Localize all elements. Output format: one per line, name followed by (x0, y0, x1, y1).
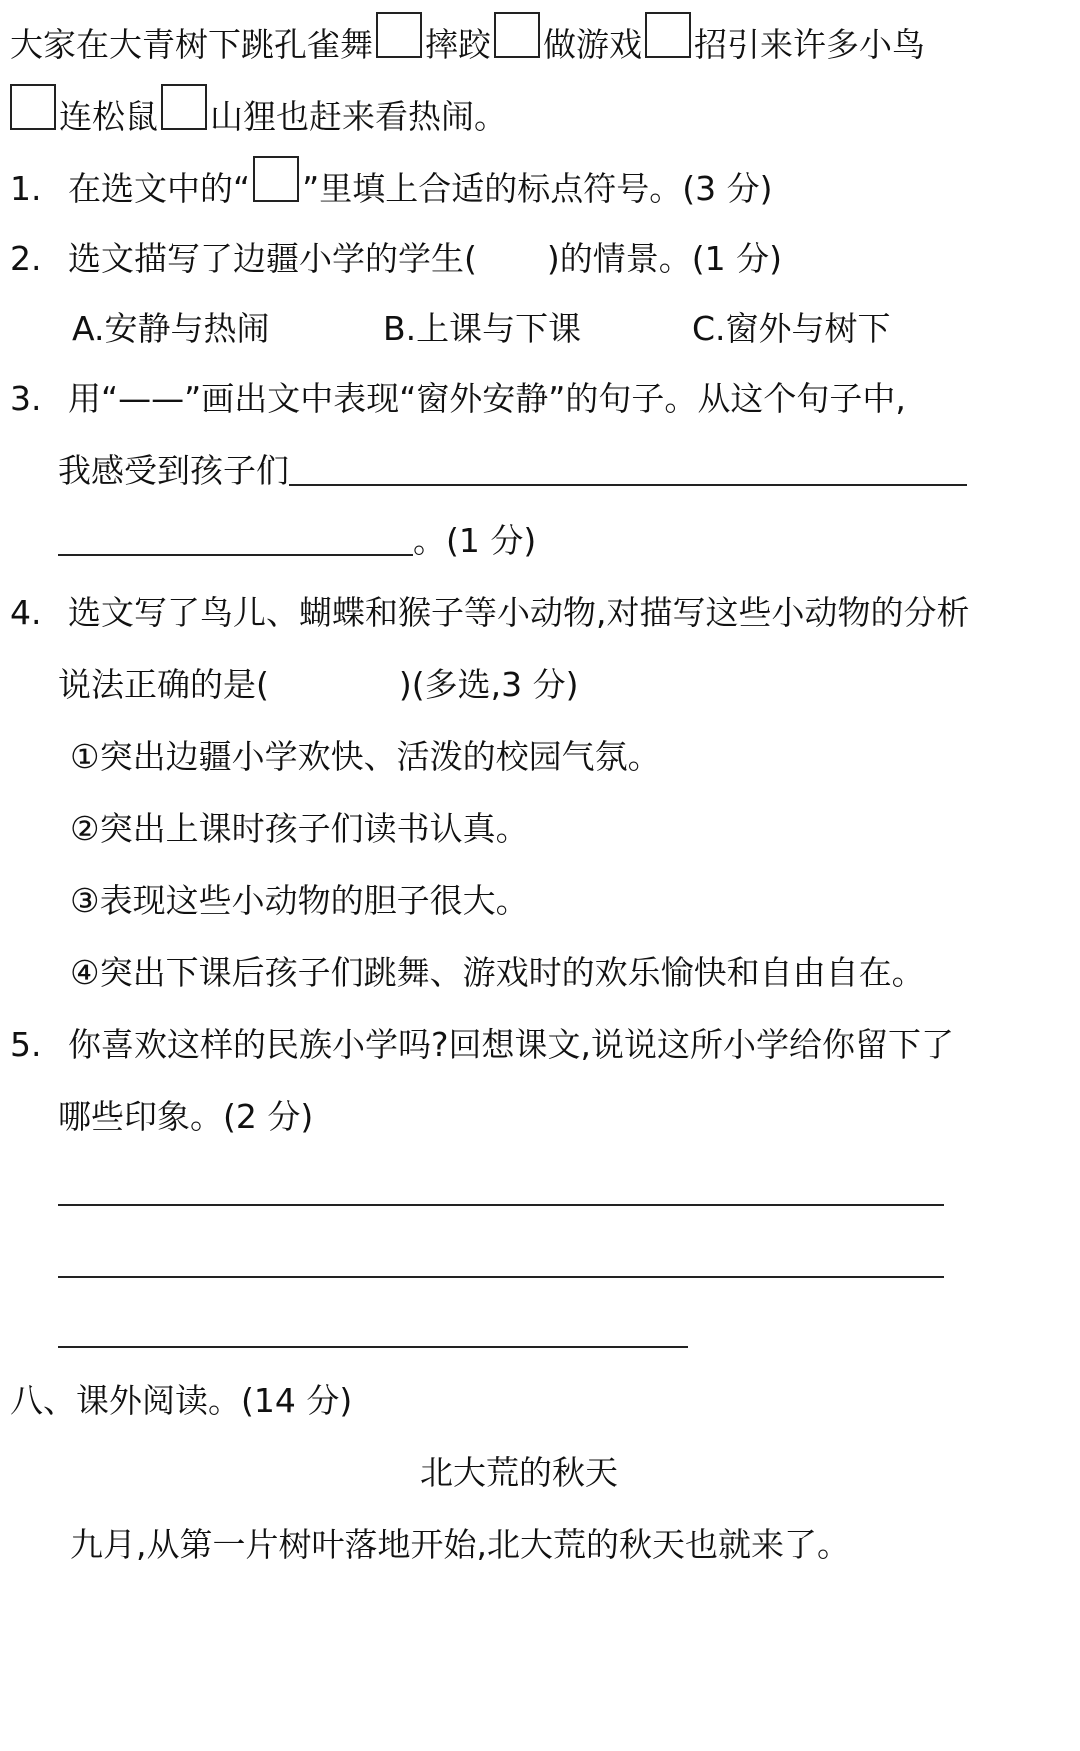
punctuation-box[interactable] (494, 12, 540, 58)
question-5 (10, 1022, 954, 1068)
passage-first-line: 九月,从第一片树叶落地开始,北大荒的秋天也就来了。 (70, 1525, 850, 1564)
q2-option-a[interactable]: A.安静与热闹 (72, 309, 270, 348)
question-text: 说法正确的是( (58, 665, 269, 704)
q4-choice-3[interactable]: ③表现这些小动物的胆子很大。 (70, 881, 529, 920)
question-text: )的情景。(1 分) (546, 239, 782, 278)
passage-text: 摔跤 (425, 25, 491, 64)
question-text: 在选文中的“ (68, 169, 251, 208)
question-text: 你喜欢这样的民族小学吗?回想课文,说说这所小学给你留下了 (68, 1025, 955, 1064)
question-number: 5. (10, 1025, 42, 1064)
question-text: ”里填上合适的标点符号。(3 分) (302, 169, 773, 208)
punctuation-box[interactable] (10, 84, 56, 130)
answer-line[interactable] (289, 454, 967, 486)
q2-option-c[interactable]: C.窗外与树下 (692, 309, 891, 348)
question-number: 1. (10, 169, 42, 208)
passage-text: 连松鼠 (59, 97, 158, 136)
passage-title: 北大荒的秋天 (420, 1453, 618, 1492)
punctuation-box[interactable] (645, 12, 691, 58)
q2-option-b[interactable]: B.上课与下课 (383, 309, 582, 348)
answer-line[interactable] (58, 1346, 688, 1348)
answer-line[interactable] (58, 1204, 944, 1206)
passage-line-1 (10, 22, 925, 68)
q4-choice-4[interactable]: ④突出下课后孩子们跳舞、游戏时的欢乐愉快和自由自在。 (70, 953, 925, 992)
question-4 (10, 590, 970, 636)
passage-text: 做游戏 (543, 25, 642, 64)
passage-text: 山狸也赶来看热闹。 (210, 97, 507, 136)
question-3-line-2 (58, 448, 967, 494)
question-text: 选文描写了边疆小学的学生( (68, 239, 477, 278)
question-1 (10, 166, 772, 212)
question-text: 选文写了鸟儿、蝴蝶和猴子等小动物,对描写这些小动物的分析 (68, 593, 970, 632)
question-text: 。(1 分) (413, 521, 537, 560)
q4-choice-1[interactable]: ①突出边疆小学欢快、活泼的校园气氛。 (70, 737, 661, 776)
punctuation-box[interactable] (376, 12, 422, 58)
question-3-line-3 (58, 518, 536, 564)
question-number: 2. (10, 239, 42, 278)
question-number: 3. (10, 379, 42, 418)
question-text: 我感受到孩子们 (58, 451, 289, 490)
question-5-line-2: 哪些印象。(2 分) (58, 1097, 314, 1136)
question-text: 用“——”画出文中表现“窗外安静”的句子。从这个句子中, (68, 379, 906, 418)
question-3 (10, 376, 906, 422)
question-number: 4. (10, 593, 42, 632)
answer-line[interactable] (58, 524, 413, 556)
q4-choice-2[interactable]: ②突出上课时孩子们读书认真。 (70, 809, 529, 848)
answer-line[interactable] (58, 1276, 944, 1278)
passage-text: 招引来许多小鸟 (694, 25, 925, 64)
punctuation-box[interactable] (253, 156, 299, 202)
question-text: )(多选,3 分) (398, 665, 579, 704)
question-4-line-2 (58, 662, 578, 708)
question-2 (10, 236, 782, 282)
passage-text: 大家在大青树下跳孔雀舞 (10, 25, 373, 64)
section-heading: 八、课外阅读。(14 分) (10, 1381, 353, 1420)
passage-line-2 (10, 94, 507, 140)
punctuation-box[interactable] (161, 84, 207, 130)
